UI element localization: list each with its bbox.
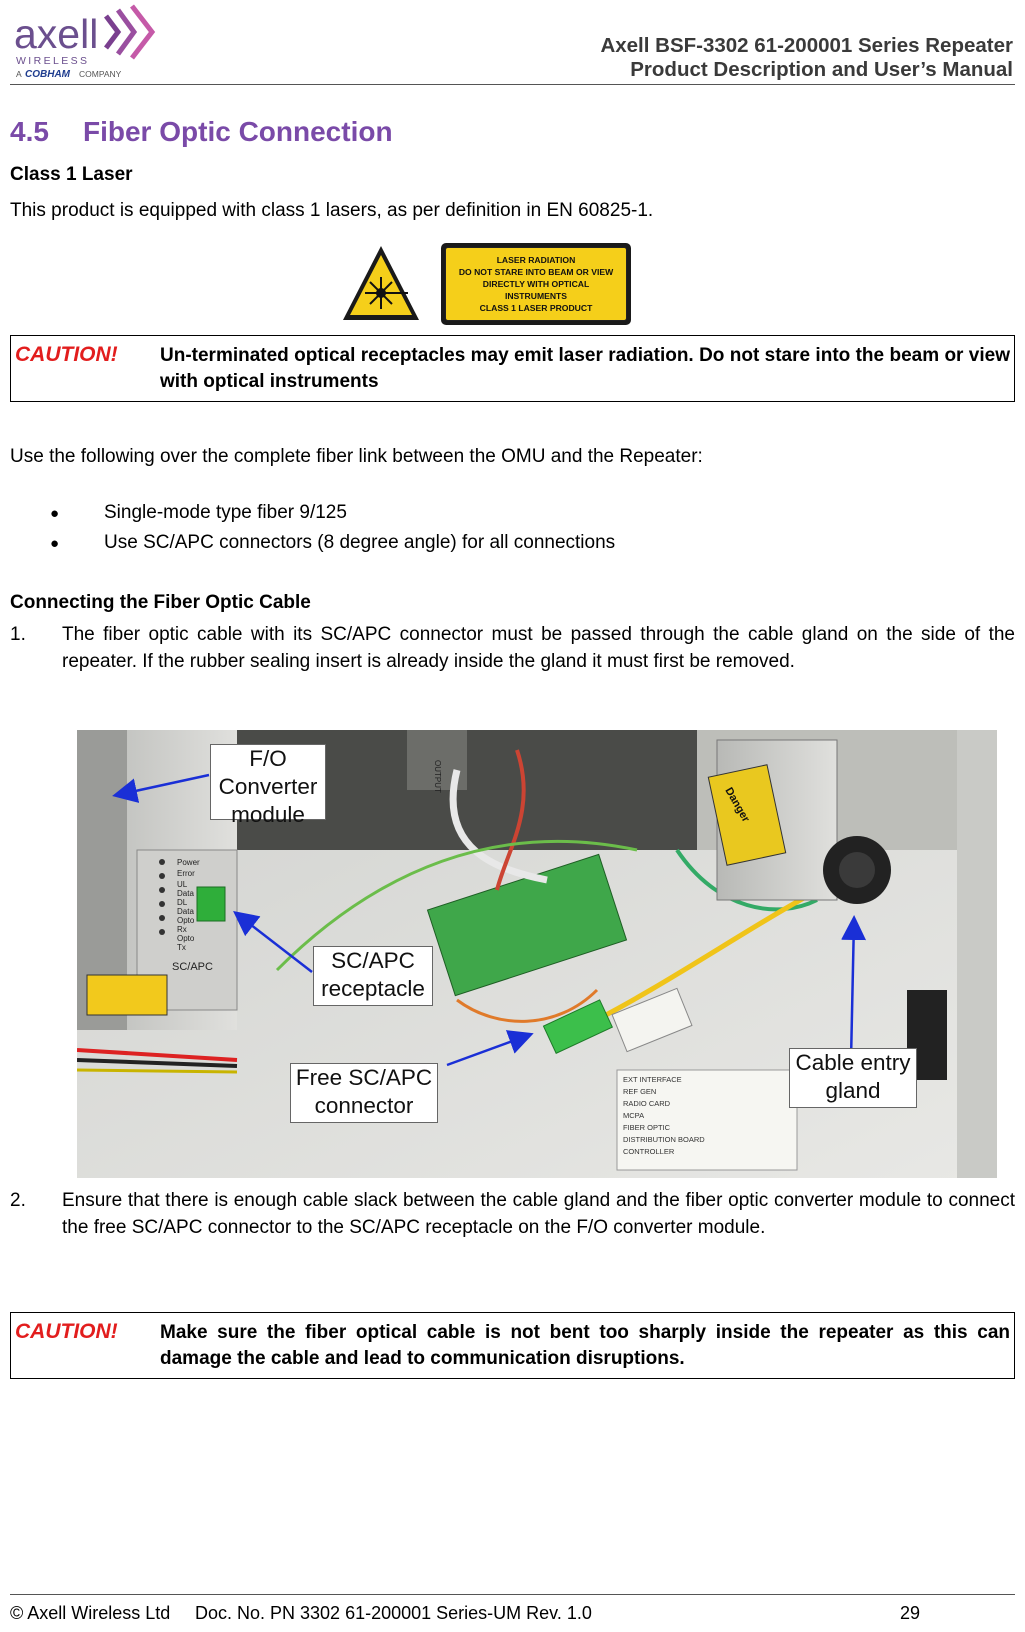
caution-text: Un-terminated optical receptacles may emit laser radiation. Do not stare into the beam or view with optical instruments bbox=[160, 345, 1010, 392]
footer-divider bbox=[10, 1594, 1015, 1595]
label-line: CLASS 1 LASER PRODUCT bbox=[479, 303, 593, 313]
caution-box-laser bbox=[10, 335, 1015, 402]
step-number: 1. bbox=[10, 624, 26, 645]
class1-heading: Class 1 Laser bbox=[10, 164, 133, 185]
panel-label: Rx bbox=[177, 925, 187, 934]
panel-tag: SC/APC bbox=[172, 961, 213, 973]
logo-suffix: COMPANY bbox=[79, 69, 122, 79]
bullet-text: Use SC/APC connectors (8 degree angle) for all connections bbox=[104, 532, 616, 553]
section-heading bbox=[10, 116, 393, 148]
callout-free-connector: Free SC/APC connector bbox=[290, 1063, 438, 1123]
repeater-interior-photo bbox=[77, 730, 997, 1178]
table-row: DISTRIBUTION BOARD bbox=[623, 1135, 705, 1144]
callout-sc-receptacle: SC/APC receptacle bbox=[313, 946, 433, 1006]
caution-label: CAUTION! bbox=[15, 1320, 118, 1343]
fiber-link-intro: Use the following over the complete fiber link between the OMU and the Repeater: bbox=[10, 446, 703, 467]
bullet-text: Single-mode type fiber 9/125 bbox=[104, 502, 347, 523]
laser-radiation-label bbox=[441, 243, 631, 325]
step-1 bbox=[10, 622, 1015, 702]
caution-label: CAUTION! bbox=[15, 343, 118, 366]
list-item bbox=[50, 532, 615, 554]
table-row: FIBER OPTIC bbox=[623, 1123, 671, 1132]
bullet-icon: ● bbox=[50, 505, 60, 522]
label-line: DO NOT STARE INTO BEAM OR VIEW bbox=[458, 267, 614, 277]
footer-page-number: 29 bbox=[900, 1603, 921, 1623]
logo-tagline: WIRELESS bbox=[16, 55, 90, 67]
callout-cable-gland: Cable entry gland bbox=[789, 1048, 917, 1108]
table-row: CONTROLLER bbox=[623, 1147, 675, 1156]
panel-label: Error bbox=[177, 869, 195, 878]
panel-label: DL bbox=[177, 898, 188, 907]
caution-box-bend bbox=[10, 1312, 1015, 1379]
section-title: Fiber Optic Connection bbox=[83, 116, 393, 147]
callout-fo-module: F/O Converter module bbox=[210, 744, 326, 820]
step-text: The fiber optic cable with its SC/APC connector must be passed through the cable gland on the side of the repeater. If the rubber sealing insert is already inside the gland it must first be removed. bbox=[62, 624, 1015, 672]
logo-company-name: COBHAM bbox=[25, 69, 70, 80]
step-text: Ensure that there is enough cable slack between the cable gland and the fiber optic converter module to connect the free SC/APC connector to the SC/APC receptacle on the F/O converter module. bbox=[62, 1190, 1015, 1238]
class1-text: This product is equipped with class 1 lasers, as per definition in EN 60825-1. bbox=[10, 200, 654, 221]
panel-label: Data bbox=[177, 889, 194, 898]
table-row: REF GEN bbox=[623, 1087, 657, 1096]
label-line: INSTRUMENTS bbox=[504, 291, 568, 301]
panel-label: Power bbox=[177, 858, 200, 867]
list-item bbox=[50, 502, 347, 524]
panel-label: Data bbox=[177, 907, 194, 916]
output-text: OUTPUT bbox=[433, 760, 442, 793]
connecting-heading: Connecting the Fiber Optic Cable bbox=[10, 592, 311, 613]
header-title-line2: Product Description and User’s Manual bbox=[630, 58, 1013, 81]
document-header-title bbox=[600, 34, 1013, 82]
caution-text: Make sure the fiber optical cable is not bent too sharply inside the repeater as this can damage the cable and lead to communication disruptions. bbox=[160, 1322, 1010, 1369]
logo-prefix: A bbox=[16, 69, 22, 79]
bullet-icon: ● bbox=[50, 535, 60, 552]
section-number: 4.5 bbox=[10, 116, 49, 147]
panel-label: Opto bbox=[177, 934, 195, 943]
table-row: EXT INTERFACE bbox=[623, 1075, 682, 1084]
step-number: 2. bbox=[10, 1190, 26, 1211]
danger-text: Danger bbox=[722, 785, 752, 825]
table-row: MCPA bbox=[623, 1111, 645, 1120]
label-line: DIRECTLY WITH OPTICAL bbox=[482, 279, 590, 289]
header-divider bbox=[10, 84, 1015, 85]
footer-copyright: © Axell Wireless Ltd bbox=[10, 1603, 171, 1623]
panel-label: Tx bbox=[177, 943, 186, 952]
step-2 bbox=[10, 1188, 1015, 1268]
table-row: RADIO CARD bbox=[623, 1099, 671, 1108]
logo-brand: axell bbox=[14, 11, 99, 57]
header-title-line1: Axell BSF-3302 61-200001 Series Repeater bbox=[600, 34, 1013, 57]
label-line: LASER RADIATION bbox=[496, 255, 576, 265]
company-logo bbox=[14, 2, 164, 82]
footer-doc-number: Doc. No. PN 3302 61-200001 Series-UM Rev. 1.0 bbox=[195, 1603, 592, 1623]
panel-label: Opto bbox=[177, 916, 195, 925]
laser-warning-icon bbox=[340, 243, 422, 323]
panel-label: UL bbox=[177, 880, 188, 889]
